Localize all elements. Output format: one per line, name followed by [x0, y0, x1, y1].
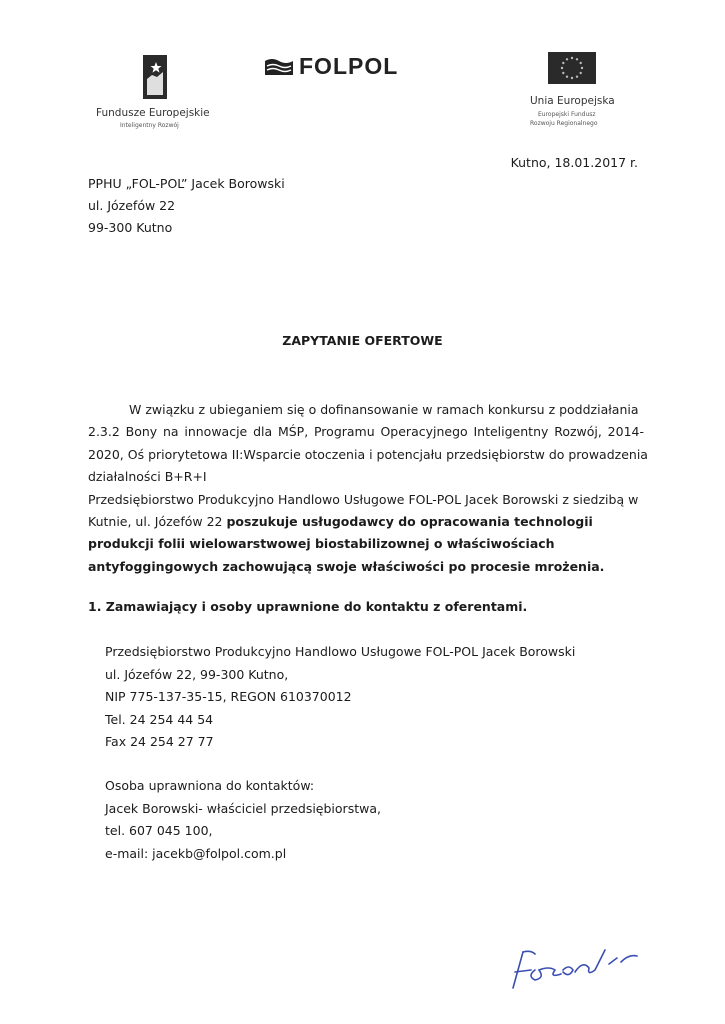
paragraph-line: Przedsiębiorstwo Produkcyjno Handlowo Usługowe FOL-POL Jacek Borowski z siedzibą w — [88, 491, 639, 507]
page-title: ZAPYTANIE OFERTOWE — [282, 333, 443, 348]
letter-date: Kutno, 18.01.2017 r. — [510, 155, 638, 170]
folpol-logo-icon — [263, 57, 295, 77]
paragraph-line — [88, 511, 644, 533]
folpol-logo-text: FOLPOL — [299, 53, 399, 79]
paragraph-line: W związku z ubieganiem się o dofinansowanie w ramach konkursu z poddziałania — [129, 402, 639, 417]
section-heading: 1. Zamawiający i osoby uprawnione do kontaktu z oferentami. — [88, 599, 528, 614]
contact-line: tel. 607 045 100, — [105, 823, 213, 838]
paragraph-line: antyfoggingowych zachowującą swoje właściwości po procesie mrożenia. — [88, 558, 605, 574]
paragraph-line: 2.3.2 Bony na innowacje dla MŚP, Programu Operacyjnego Inteligentny Rozwój, 2014- — [88, 424, 644, 440]
company-line: Przedsiębiorstwo Produkcyjno Handlowo Usługowe FOL-POL Jacek Borowski — [105, 644, 576, 659]
company-line: NIP 775-137-35-15, REGON 610370012 — [105, 689, 352, 704]
contact-line: Jacek Borowski- właściciel przedsiębiorstwa, — [105, 800, 381, 816]
company-details — [105, 641, 575, 754]
sender-name: PPHU „FOL-POL” Jacek Borowski — [88, 176, 285, 191]
fe-subtitle: Inteligentny Rozwój — [120, 122, 179, 129]
contact-details — [105, 775, 381, 865]
company-line: ul. Józefów 22, 99-300 Kutno, — [105, 666, 289, 682]
company-line: Tel. 24 254 44 54 — [105, 711, 214, 727]
paragraph-line: produkcji folii wielowarstwowej biostabilizownej o właściwościach — [88, 536, 555, 552]
intro-paragraph — [88, 399, 648, 578]
contact-line: e-mail: jacekb@folpol.com.pl — [105, 845, 287, 861]
fundusze-europejskie-logo-icon — [143, 55, 167, 99]
paragraph-bold-text: poszukuje usługodawcy do opracowania technologii — [226, 514, 593, 530]
eu-flag-icon — [548, 52, 596, 84]
eu-subtitle-line2: Rozwoju Regionalnego — [530, 120, 598, 127]
sender-street: ul. Józefów 22 — [88, 198, 176, 213]
paragraph-line: działalności B+R+I — [88, 469, 207, 485]
sender-city: 99-300 Kutno — [88, 220, 173, 235]
fe-title: Fundusze Europejskie — [96, 107, 210, 119]
eu-subtitle-line1: Europejski Fundusz — [538, 111, 596, 118]
paragraph-line: 2020, Oś priorytetowa II:Wsparcie otoczenia i potencjału przedsiębiorstw do prowadzenia — [88, 446, 648, 462]
company-line: Fax 24 254 27 77 — [105, 734, 214, 749]
paragraph-text: Kutnie, ul. Józefów 22 — [88, 514, 227, 530]
contact-line: Osoba uprawniona do kontaktów: — [105, 778, 315, 793]
eu-title: Unia Europejska — [530, 95, 615, 107]
signature-icon — [505, 940, 645, 995]
